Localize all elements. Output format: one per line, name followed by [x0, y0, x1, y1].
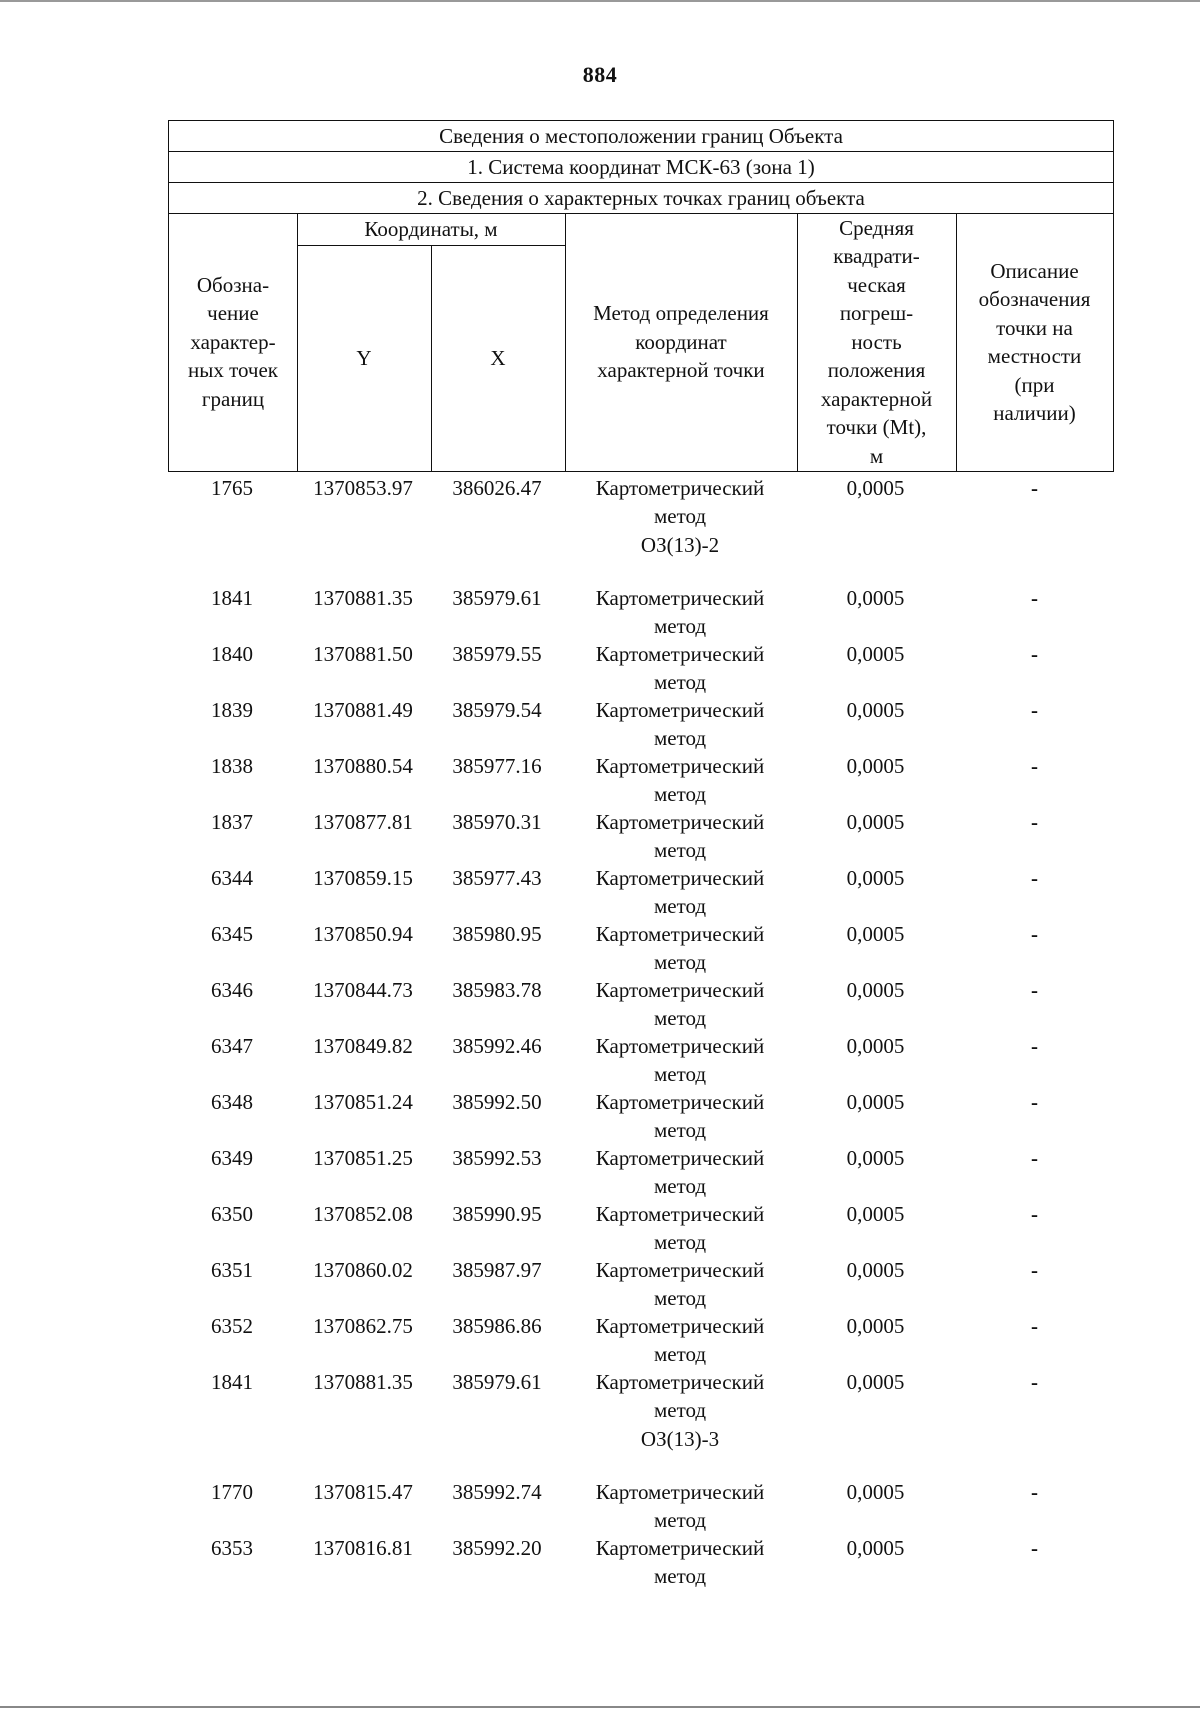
group-row [168, 1424, 1114, 1478]
description-cell: - [1031, 1034, 1038, 1058]
x-coordinate-cell: 385990.95 [452, 1202, 542, 1226]
method-line-1: Картометрический [595, 1034, 765, 1058]
error-cell: 0,0005 [846, 978, 905, 1002]
method-cell [564, 1256, 796, 1312]
table-row [168, 474, 1114, 530]
method-cell [564, 1312, 796, 1368]
point-id-cell: 6347 [211, 1034, 253, 1058]
method-cell [564, 696, 796, 752]
method-line-1: Картометрический [595, 866, 765, 890]
point-id-cell: 6345 [211, 922, 253, 946]
method-line-2: метод [653, 1286, 707, 1310]
y-coordinate-cell: 1370881.35 [313, 586, 413, 610]
y-coordinate-cell: 1370881.35 [313, 1370, 413, 1394]
y-coordinate-cell: 1370860.02 [313, 1258, 413, 1282]
table-row [168, 584, 1114, 640]
method-line-2: метод [653, 1118, 707, 1142]
method-line-2: метод [653, 1174, 707, 1198]
method-line-1: Картометрический [595, 1146, 765, 1170]
point-id-cell: 1770 [211, 1480, 253, 1504]
header-y: Y [356, 345, 372, 370]
error-cell: 0,0005 [846, 754, 905, 778]
method-cell [564, 752, 796, 808]
description-cell: - [1031, 586, 1038, 610]
x-coordinate-cell: 385992.20 [452, 1536, 542, 1560]
point-id-cell: 1841 [211, 1370, 253, 1394]
x-coordinate-cell: 385987.97 [452, 1258, 542, 1282]
point-id-cell: 6344 [211, 866, 253, 890]
description-cell: - [1031, 754, 1038, 778]
table-row [168, 864, 1114, 920]
table-row [168, 1032, 1114, 1088]
method-cell [564, 474, 796, 530]
table-row [168, 1088, 1114, 1144]
x-coordinate-cell: 385977.16 [452, 754, 542, 778]
header-description: Описание обозначения точки на местности (при наличии) [978, 258, 1091, 425]
group-row [168, 530, 1114, 584]
x-coordinate-cell: 385979.55 [452, 642, 542, 666]
point-id-cell: 6351 [211, 1258, 253, 1282]
method-line-1: Картометрический [595, 642, 765, 666]
x-coordinate-cell: 385979.54 [452, 698, 542, 722]
scan-edge-top [0, 0, 1200, 2]
method-line-1: Картометрический [595, 1258, 765, 1282]
x-coordinate-cell: 385992.50 [452, 1090, 542, 1114]
method-cell [564, 976, 796, 1032]
method-cell [564, 920, 796, 976]
method-line-1: Картометрический [595, 1370, 765, 1394]
y-coordinate-cell: 1370881.50 [313, 642, 413, 666]
method-line-2: метод [653, 726, 707, 750]
scan-edge-bottom [0, 1706, 1200, 1708]
table-row [168, 1478, 1114, 1534]
group-label: ОЗ(13)-2 [640, 533, 720, 557]
error-cell: 0,0005 [846, 866, 905, 890]
method-cell [564, 808, 796, 864]
table-row [168, 1200, 1114, 1256]
x-coordinate-cell: 385979.61 [452, 586, 542, 610]
method-line-1: Картометрический [595, 978, 765, 1002]
y-coordinate-cell: 1370880.54 [313, 754, 413, 778]
description-cell: - [1031, 1258, 1038, 1282]
header-coordinates: Координаты, м [364, 216, 498, 241]
table-row [168, 640, 1114, 696]
method-cell [564, 1368, 796, 1424]
method-cell [564, 1200, 796, 1256]
method-line-1: Картометрический [595, 1314, 765, 1338]
error-cell: 0,0005 [846, 922, 905, 946]
x-coordinate-cell: 385979.61 [452, 1370, 542, 1394]
method-line-2: метод [653, 950, 707, 974]
point-id-cell: 1765 [211, 476, 253, 500]
header-point: Обозна- чение характер- ных точек границ [187, 272, 279, 411]
method-line-2: метод [653, 1564, 707, 1588]
method-cell [564, 1534, 796, 1590]
description-cell: - [1031, 1536, 1038, 1560]
method-line-2: метод [653, 1508, 707, 1532]
point-id-cell: 1840 [211, 642, 253, 666]
method-line-1: Картометрический [595, 810, 765, 834]
table-row [168, 808, 1114, 864]
y-coordinate-cell: 1370881.49 [313, 698, 413, 722]
method-line-1: Картометрический [595, 698, 765, 722]
header-method: Метод определения координат характерной точки [593, 301, 769, 383]
y-coordinate-cell: 1370815.47 [313, 1480, 413, 1504]
error-cell: 0,0005 [846, 586, 905, 610]
table-row [168, 976, 1114, 1032]
header-rule [169, 182, 1113, 183]
description-cell: - [1031, 1090, 1038, 1114]
method-cell [564, 1478, 796, 1534]
header-x: X [490, 345, 506, 370]
point-id-cell: 6349 [211, 1146, 253, 1170]
description-cell: - [1031, 866, 1038, 890]
description-cell: - [1031, 642, 1038, 666]
coordinate-system: 1. Система координат МСК-63 (зона 1) [467, 155, 815, 179]
method-line-2: метод [653, 1006, 707, 1030]
x-coordinate-cell: 385980.95 [452, 922, 542, 946]
table-body [168, 474, 1114, 1590]
method-line-1: Картометрический [595, 476, 765, 500]
method-line-1: Картометрический [595, 754, 765, 778]
table-row [168, 752, 1114, 808]
table-row [168, 1534, 1114, 1590]
section-title: 2. Сведения о характерных точках границ объекта [417, 186, 865, 210]
method-line-2: метод [653, 1062, 707, 1086]
x-coordinate-cell: 385986.86 [452, 1314, 542, 1338]
method-line-1: Картометрический [595, 1536, 765, 1560]
page-number: 884 [582, 62, 618, 87]
x-coordinate-cell: 385992.46 [452, 1034, 542, 1058]
x-coordinate-cell: 385992.53 [452, 1146, 542, 1170]
method-cell [564, 1088, 796, 1144]
method-line-2: метод [653, 504, 707, 528]
description-cell: - [1031, 922, 1038, 946]
table-row [168, 920, 1114, 976]
table-row [168, 1368, 1114, 1424]
error-cell: 0,0005 [846, 1146, 905, 1170]
point-id-cell: 6348 [211, 1090, 253, 1114]
point-id-cell: 6350 [211, 1202, 253, 1226]
error-cell: 0,0005 [846, 1480, 905, 1504]
method-line-1: Картометрический [595, 1090, 765, 1114]
table-header [168, 120, 1114, 472]
description-cell: - [1031, 810, 1038, 834]
point-id-cell: 1839 [211, 698, 253, 722]
method-line-1: Картометрический [595, 1202, 765, 1226]
error-cell: 0,0005 [846, 642, 905, 666]
y-coordinate-cell: 1370850.94 [313, 922, 413, 946]
method-line-1: Картометрический [595, 586, 765, 610]
error-cell: 0,0005 [846, 476, 905, 500]
method-line-2: метод [653, 1230, 707, 1254]
y-coordinate-cell: 1370816.81 [313, 1536, 413, 1560]
description-cell: - [1031, 1480, 1038, 1504]
method-line-2: метод [653, 1398, 707, 1422]
method-line-2: метод [653, 1342, 707, 1366]
description-cell: - [1031, 1314, 1038, 1338]
point-id-cell: 6346 [211, 978, 253, 1002]
y-coordinate-cell: 1370862.75 [313, 1314, 413, 1338]
error-cell: 0,0005 [846, 698, 905, 722]
method-line-2: метод [653, 670, 707, 694]
point-id-cell: 1841 [211, 586, 253, 610]
table-row [168, 696, 1114, 752]
y-coordinate-cell: 1370852.08 [313, 1202, 413, 1226]
method-line-1: Картометрический [595, 922, 765, 946]
x-coordinate-cell: 385970.31 [452, 810, 542, 834]
y-coordinate-cell: 1370877.81 [313, 810, 413, 834]
y-coordinate-cell: 1370844.73 [313, 978, 413, 1002]
error-cell: 0,0005 [846, 1536, 905, 1560]
method-cell [564, 864, 796, 920]
error-cell: 0,0005 [846, 1090, 905, 1114]
method-line-1: Картометрический [595, 1480, 765, 1504]
error-cell: 0,0005 [846, 810, 905, 834]
method-cell [564, 584, 796, 640]
method-cell [564, 1032, 796, 1088]
method-line-2: метод [653, 838, 707, 862]
table-row [168, 1256, 1114, 1312]
description-cell: - [1031, 1202, 1038, 1226]
y-coordinate-cell: 1370851.24 [313, 1090, 413, 1114]
description-cell: - [1031, 698, 1038, 722]
table-title: Сведения о местоположении границ Объекта [439, 124, 843, 148]
point-id-cell: 6353 [211, 1536, 253, 1560]
y-coordinate-cell: 1370851.25 [313, 1146, 413, 1170]
y-coordinate-cell: 1370849.82 [313, 1034, 413, 1058]
method-line-2: метод [653, 782, 707, 806]
table-row [168, 1312, 1114, 1368]
x-coordinate-cell: 385983.78 [452, 978, 542, 1002]
method-cell [564, 1144, 796, 1200]
y-coordinate-cell: 1370853.97 [313, 476, 413, 500]
x-coordinate-cell: 385992.74 [452, 1480, 542, 1504]
method-line-2: метод [653, 614, 707, 638]
table-row [168, 1144, 1114, 1200]
error-cell: 0,0005 [846, 1258, 905, 1282]
y-coordinate-cell: 1370859.15 [313, 866, 413, 890]
description-cell: - [1031, 978, 1038, 1002]
point-id-cell: 1837 [211, 810, 253, 834]
description-cell: - [1031, 476, 1038, 500]
error-cell: 0,0005 [846, 1314, 905, 1338]
header-error: Средняя квадрати- ческая погреш- ность положения характерной точки (Mt), м [820, 215, 933, 468]
description-cell: - [1031, 1370, 1038, 1394]
error-cell: 0,0005 [846, 1202, 905, 1226]
method-line-2: метод [653, 894, 707, 918]
error-cell: 0,0005 [846, 1370, 905, 1394]
point-id-cell: 6352 [211, 1314, 253, 1338]
x-coordinate-cell: 386026.47 [452, 476, 542, 500]
group-label: ОЗ(13)-3 [640, 1427, 720, 1451]
description-cell: - [1031, 1146, 1038, 1170]
point-id-cell: 1838 [211, 754, 253, 778]
x-coordinate-cell: 385977.43 [452, 866, 542, 890]
method-cell [564, 640, 796, 696]
header-rule [169, 151, 1113, 152]
error-cell: 0,0005 [846, 1034, 905, 1058]
